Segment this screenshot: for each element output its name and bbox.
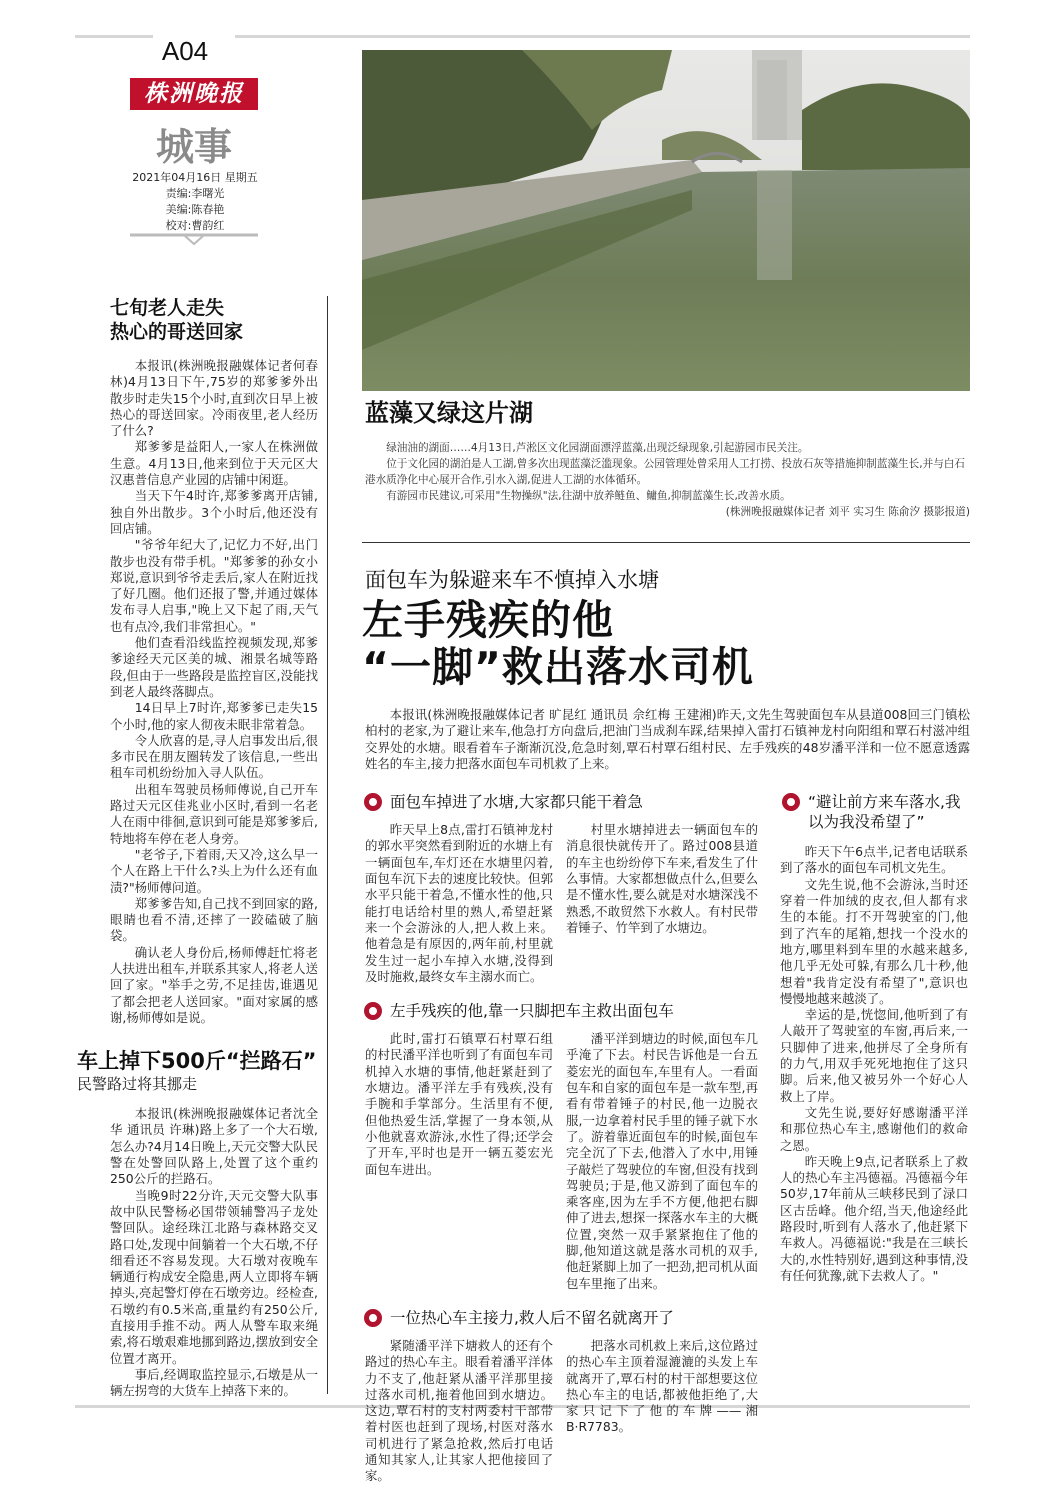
main-story-lower — [362, 792, 970, 1484]
paragraph: 把落水司机救上来后,这位路过的热心车主顶着湿漉漉的头发上车就离开了,覃石村的村干部想要这位热心车主的电话,都被他拒绝了,大家只记下了他的车牌——湘B·R7783。 — [566, 1337, 758, 1435]
main-story-kicker: 面包车为躲避来车不慎掉入水塘 — [365, 568, 659, 592]
section-heading-text: 面包车掉进了水塘,大家都只能干着急 — [390, 793, 643, 812]
sidebar-body — [780, 844, 968, 1284]
ring-bullet-icon — [782, 793, 800, 811]
elder-story-headline — [110, 296, 321, 344]
headline-line-2: 热心的哥送回家 — [110, 321, 244, 343]
paragraph: 潘平洋到塘边的时候,面包车几乎淹了下去。村民告诉他是一台五菱宏光的面包车,车里有人。一看面包车和自家的面包车是一款车型,再看有带着锤子的村民,他一边脱衣服,一边拿着村民手里的锤子就下水了。游着靠近面包车的时候,面包车完全沉了下去,他潜入了水中,用锤子敲烂了驾驶位的车窗,但没有找到驾驶员;于是,他又游到了面包车的乘客座,因为左手不方便,他把右脚伸了进去,想探一探落水车主的大概位置,突然一双手紧紧抱住了他的脚,他知道这就是落水司机的双手,他赶紧脚上加了一把劲,把司机从面包车里拖了出来。 — [566, 1031, 758, 1291]
section-heading-text: “避让前方来车落水,我以为我没希望了” — [808, 793, 961, 832]
left-column — [77, 296, 321, 1400]
section-1 — [362, 792, 758, 985]
section-title: 城事 — [155, 124, 232, 169]
section-heading-text: 一位热心车主接力,救人后不留名就离开了 — [390, 1308, 674, 1327]
photo-story-title: 蓝藻又绿这片湖 — [365, 399, 533, 427]
paragraph: "老爷子,下着雨,天又冷,这么早一个人在路上干什么?头上为什么还有血渍?"杨师傅问道。 — [110, 846, 318, 895]
main-story-sections — [362, 792, 758, 1484]
stone-story-body — [110, 1106, 318, 1399]
section-2-col-2 — [566, 1031, 758, 1292]
paragraph: 昨天下午6点半,记者电话联系到了落水的面包车司机文先生。 — [780, 844, 968, 876]
ring-bullet-icon — [364, 1309, 382, 1327]
section-1-col-1 — [365, 822, 553, 985]
paragraph: 文先生说,他不会游泳,当时还穿着一件加绒的皮衣,但人都有求生的本能。打不开驾驶室的门,他到了汽车的尾箱,想找一个没水的地方,哪里料到车里的水越来越多,他几乎无处可躲,有那么几十秒,他想着"我肯定没有希望了",意识也慢慢地越来越淡了。 — [780, 876, 968, 1006]
section-heading-text: 左手残疾的他,靠一只脚把车主救出面包车 — [390, 1002, 674, 1021]
paragraph: 昨天早上8点,雷打石镇神龙村的郭水平突然看到附近的水塘上有一辆面包车,车灯还在水塘里闪着,面包车沉下去的速度比较快。但郭水平只能干着急,不懂水性的他,只能打电话给村里的熟人,希望赶紧来一个会游泳的人,把人救上来。他着急是有原因的,两年前,村里就发生过一起小车掉入水塘,没得到及时施救,最终女车主溺水而亡。 — [365, 822, 553, 984]
paragraph: 当晚9时22分许,天元交警大队事故中队民警杨必国带领辅警冯子龙处警回队。途经珠江北路与森林路交叉路口处,发现中间躺着一个大石墩,不仔细看还不容易发现。大石墩对夜晚车辆通行构成安全隐患,两人立即将车辆掉头,亮起警灯停在石墩旁边。经检查,石墩约有0.5米高,重量约有250公斤,直接用手推不动。两人从警车取来绳索,将石墩艰难地挪到路边,摆放到安全位置才离开。 — [110, 1187, 318, 1366]
paragraph: 昨天晚上9点,记者联系上了救人的热心车主冯德福。冯德福今年50岁,17年前从三峡移民到了渌口区古岳峰。他介绍,当天,他途经此路段时,听到有人落水了,他赶紧下车救人。冯德福说:"我是在三峡长大的,水性特别好,遇到这种事情,没有任何犹豫,就下去救人了。" — [780, 1153, 968, 1283]
section-2-col-1 — [365, 1031, 553, 1292]
lake-photo — [362, 50, 970, 391]
elder-story-body — [110, 358, 318, 1026]
editor: 责编:李曙光 — [165, 187, 225, 200]
page-number: A04 — [161, 36, 209, 66]
paragraph: "爷爷年纪大了,记忆力不好,出门散步也没有带手机。"郑爹爹的孙女小郑说,意识到爷爷走丢后,家人在附近找了好几圈。他们还报了警,并通过媒体发布寻人启事,"晚上又下起了雨,天气也有点冷,我们非常担心。" — [110, 537, 318, 634]
proofreader: 校对:曹韵红 — [165, 219, 225, 232]
caption-paragraph: 位于文化园的湖泊是人工湖,曾多次出现蓝藻泛滥现象。公园管理处曾采用人工打捞、投放石灰等措施抑制蓝藻生长,并与白石港水质净化中心展开合作,引水入湖,促进人工湖的水体循环。 — [365, 458, 965, 486]
caption-paragraph: 有游园市民建议,可采用"生物操纵"法,往湖中放养鲢鱼、鳙鱼,抑制蓝藻生长,改善水质。 — [386, 490, 791, 502]
caption-paragraph: 绿油油的湖面……4月13日,芦淞区文化园湖面漂浮蓝藻,出现泛绿现象,引起游园市民关注。 — [386, 442, 809, 454]
section-1-col-2 — [566, 822, 758, 985]
chevron-divider-icon — [130, 232, 258, 246]
section-3-col-1 — [365, 1338, 553, 1485]
paragraph: 本报讯(株洲晚报融媒体记者沈全华 通讯员 许琳)路上多了一个大石墩,怎么办?4月14日晚上,天元交警大队民警在处警回队路上,处置了这个重约250公斤的拦路石。 — [110, 1106, 318, 1187]
sidebar-heading — [782, 792, 968, 832]
photo-credit: (株洲晚报融媒体记者 刘平 实习生 陈俞汐 摄影报道) — [725, 506, 970, 518]
paragraph: 他们查看沿线监控视频发现,郑爹爹途经天元区美的城、湘景名城等路段,但由于一些路段是监控盲区,没能找到老人最终落脚点。 — [110, 635, 318, 699]
section-heading-2 — [364, 1001, 758, 1021]
stone-story-subtitle: 民警路过将其挪走 — [77, 1075, 198, 1094]
stone-story-headline: 车上掉下500斤“拦路石” — [77, 1049, 317, 1074]
section-3 — [362, 1308, 758, 1485]
page-meta — [120, 170, 270, 234]
section-3-col-2 — [566, 1338, 758, 1485]
right-column — [362, 398, 970, 1485]
ring-bullet-icon — [364, 1002, 382, 1020]
designer: 美编:陈春艳 — [165, 203, 225, 216]
paragraph: 郑爹爹告知,自己找不到回家的路,眼睛也看不清,还摔了一跤磕破了脑袋。 — [110, 895, 318, 944]
paragraph: 本报讯(株洲晚报融媒体记者何春林)4月13日下午,75岁的郑爹爹外出散步时走失15个小时,直到次日早上被热心的哥送回家。冷雨夜里,老人经历了什么? — [110, 358, 318, 439]
headline-line-1: 七旬老人走失 — [110, 297, 225, 319]
section-divider — [362, 542, 970, 543]
section-heading-3 — [364, 1308, 758, 1328]
paragraph: 村里水塘掉进去一辆面包车的消息很快就传开了。路过008县道的车主也纷纷停下车来,看发生了什么事情。大家都想做点什么,但要么是不懂水性,要么就是对水塘深浅不熟悉,不敢贸然下水救人。有村民带着锤子、竹竿到了水塘边。 — [566, 822, 758, 935]
paragraph: 14日早上7时许,郑爹爹已走失15个小时,他的家人彻夜未眠非常着急。 — [110, 700, 318, 732]
issue-date: 2021年04月16日 星期五 — [132, 171, 258, 184]
headline-line-2: “一脚”救出落水司机 — [362, 643, 754, 691]
paragraph: 郑爹爹是益阳人,一家人在株洲做生意。4月13日,他来到位于天元区大汉惠普信息产业园的店铺中闲逛。 — [110, 439, 318, 488]
main-story-headline — [362, 597, 970, 691]
sidebar — [780, 792, 968, 1484]
paper-logo: 株洲晚报 — [130, 78, 258, 110]
headline-line-1: 左手残疾的他 — [362, 596, 614, 644]
lead-paragraph: 本报讯(株洲晚报融媒体记者 旷昆红 通讯员 佘红梅 王建湘)昨天,文先生驾驶面包车从县道008回三门镇松柏村的老家,为了避让来车,他急打方向盘后,把油门当成刹车踩,结果掉入雷打石镇神龙村向阳组和覃石村滋冲组交界处的水塘。眼看着车子渐渐沉没,危急时刻,覃石村覃石组村民、左手残疾的48岁潘平洋和一位不愿意透露姓名的车主,接力把落水面包车司机救了上来。 — [365, 707, 970, 771]
top-rule-right — [235, 35, 970, 38]
paragraph: 紧随潘平洋下塘救人的还有个路过的热心车主。眼看着潘平洋体力不支了,他赶紧从潘平洋那里接过落水司机,拖着他回到水塘边。这边,覃石村的支村两委村干部带着村医也赶到了现场,村医对落水司机进行了紧急抢救,然后打电话通知其家人,让其家人把他接回了家。 — [365, 1337, 553, 1484]
column-divider — [327, 296, 328, 1394]
paragraph: 出租车驾驶员杨师傅说,自己开车路过天元区佳兆业小区时,看到一名老人在雨中徘徊,意识到可能是郑爹爹后,特地将车停在老人身旁。 — [110, 781, 318, 846]
section-2 — [362, 1001, 758, 1292]
ring-bullet-icon — [364, 793, 382, 811]
paragraph: 当天下午4时许,郑爹爹离开店铺,独自外出散步。3个小时后,他还没有回店铺。 — [110, 488, 318, 536]
paragraph: 令人欣喜的是,寻人启事发出后,很多市民在朋友圈转发了该信息,一些出租车司机纷纷加入寻人队伍。 — [110, 732, 318, 781]
main-story-lead — [365, 707, 970, 772]
photo-caption — [365, 440, 970, 520]
paragraph: 确认老人身份后,杨师傅赶忙将老人扶进出租车,并联系其家人,将老人送回了家。"举手之劳,不足挂齿,谁遇见了都会把老人送回家。"面对家属的感谢,杨师傅如是说。 — [110, 944, 318, 1025]
paragraph: 此时,雷打石镇覃石村覃石组的村民潘平洋也听到了有面包车司机掉入水塘的事情,他赶紧赶到了水塘边。潘平洋左手有残疾,没有手腕和手掌部分。生活里有不便,但他热爱生活,掌握了一身本领,从小他就喜欢游泳,水性了得;还学会了开车,平时也是开一辆五菱宏光面包车进出。 — [365, 1031, 553, 1177]
paragraph: 文先生说,要好好感谢潘平洋和那位热心车主,感谢他们的救命之恩。 — [780, 1104, 968, 1153]
paragraph: 幸运的是,恍惚间,他听到了有人敲开了驾驶室的车窗,再后来,一只脚伸了进来,他拼尽了全身所有的力气,用双手死死地抱住了这只脚。后来,他又被另外一个好心人救上了岸。 — [780, 1007, 968, 1104]
paragraph: 事后,经调取监控显示,石墩是从一辆左拐弯的大货车上掉落下来的。 — [110, 1366, 318, 1399]
section-heading-1 — [364, 792, 758, 812]
